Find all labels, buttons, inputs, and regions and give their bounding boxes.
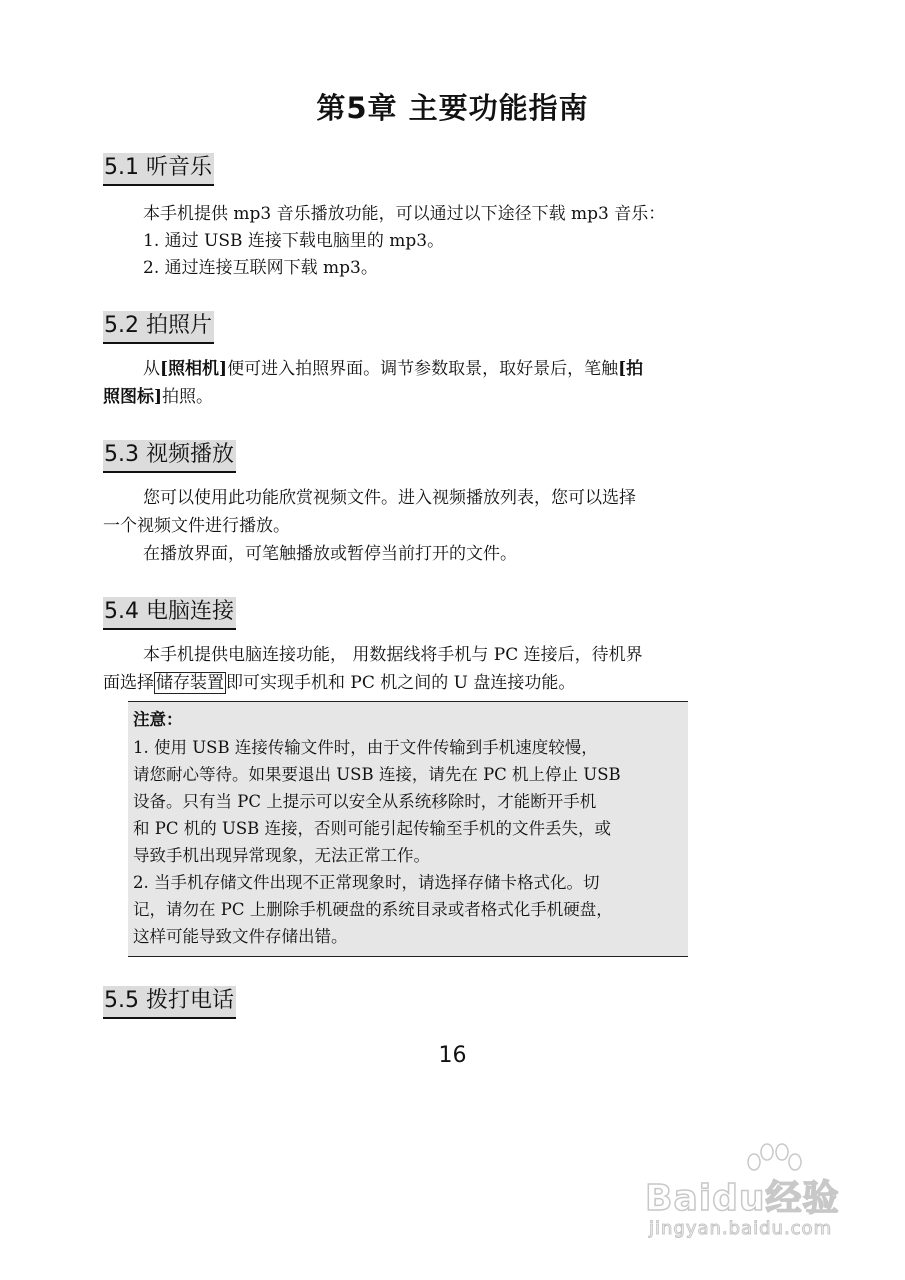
note-line: 请您耐心等待。如果要退出 USB 连接，请先在 PC 机上停止 USB <box>133 765 621 784</box>
watermark-brand: Baidu经验 <box>645 1178 840 1219</box>
ui-term: 照图标] <box>103 387 163 407</box>
note-line: 和 PC 机的 USB 连接，否则可能引起传输至手机的文件丢失，或 <box>133 819 612 838</box>
list-item: 2. 通过连接互联网下载 mp3。 <box>143 258 378 278</box>
text-run: 面选择 <box>103 673 154 693</box>
note-line: 记，请勿在 PC 上删除手机硬盘的系统目录或者格式化手机硬盘， <box>133 900 613 919</box>
section-heading-5-5: 5.5 拨打电话 <box>103 986 236 1019</box>
storage-device-option: 储存装置 <box>156 673 224 693</box>
chapter-title: 第5章 主要功能指南 <box>316 91 589 125</box>
text-run: 拍照。 <box>162 387 214 407</box>
ui-term: [照相机] <box>160 359 228 379</box>
note-line: 这样可能导致文件存储出错。 <box>133 927 348 946</box>
paragraph <box>103 669 575 697</box>
paragraph: 在播放界面，可笔触播放或暂停当前打开的文件。 <box>143 544 517 564</box>
note-line: 设备。只有当 PC 上提示可以安全从系统移除时，才能断开手机 <box>133 792 597 811</box>
note-label: 注意： <box>133 710 183 729</box>
watermark <box>645 1140 875 1250</box>
section-heading-5-2: 5.2 拍照片 <box>103 311 214 344</box>
note-line: 1. 使用 USB 连接传输文件时，由于文件传输到手机速度较慢， <box>133 738 598 757</box>
note-box <box>128 701 688 957</box>
paragraph: 本手机提供电脑连接功能， 用数据线将手机与 PC 连接后，待机界 <box>143 645 643 665</box>
section-heading-5-1: 5.1 听音乐 <box>103 153 214 186</box>
paragraph: 您可以使用此功能欣赏视频文件。进入视频播放列表，您可以选择 <box>143 488 636 508</box>
section-heading-5-4: 5.4 电脑连接 <box>103 597 236 630</box>
note-line: 2. 当手机存储文件出现不正常现象时，请选择存储卡格式化。切 <box>133 873 600 892</box>
section-heading-5-3: 5.3 视频播放 <box>103 440 236 473</box>
paragraph: 本手机提供 mp3 音乐播放功能，可以通过以下途径下载 mp3 音乐： <box>143 204 666 224</box>
text-run: 从 <box>143 359 160 379</box>
text-run: 即可实现手机和 PC 机之间的 U 盘连接功能。 <box>226 673 576 693</box>
paragraph <box>143 355 643 383</box>
paragraph: 一个视频文件进行播放。 <box>103 516 290 536</box>
ui-term: [拍 <box>618 359 644 379</box>
list-item: 1. 通过 USB 连接下载电脑里的 mp3。 <box>143 231 445 251</box>
text-run: 便可进入拍照界面。调节参数取景，取好景后，笔触 <box>227 359 619 379</box>
page-number: 16 <box>438 1043 467 1068</box>
note-line: 导致手机出现异常现象，无法正常工作。 <box>133 846 430 865</box>
paragraph <box>103 383 213 411</box>
watermark-url: jingyan.baidu.com <box>649 1218 833 1239</box>
